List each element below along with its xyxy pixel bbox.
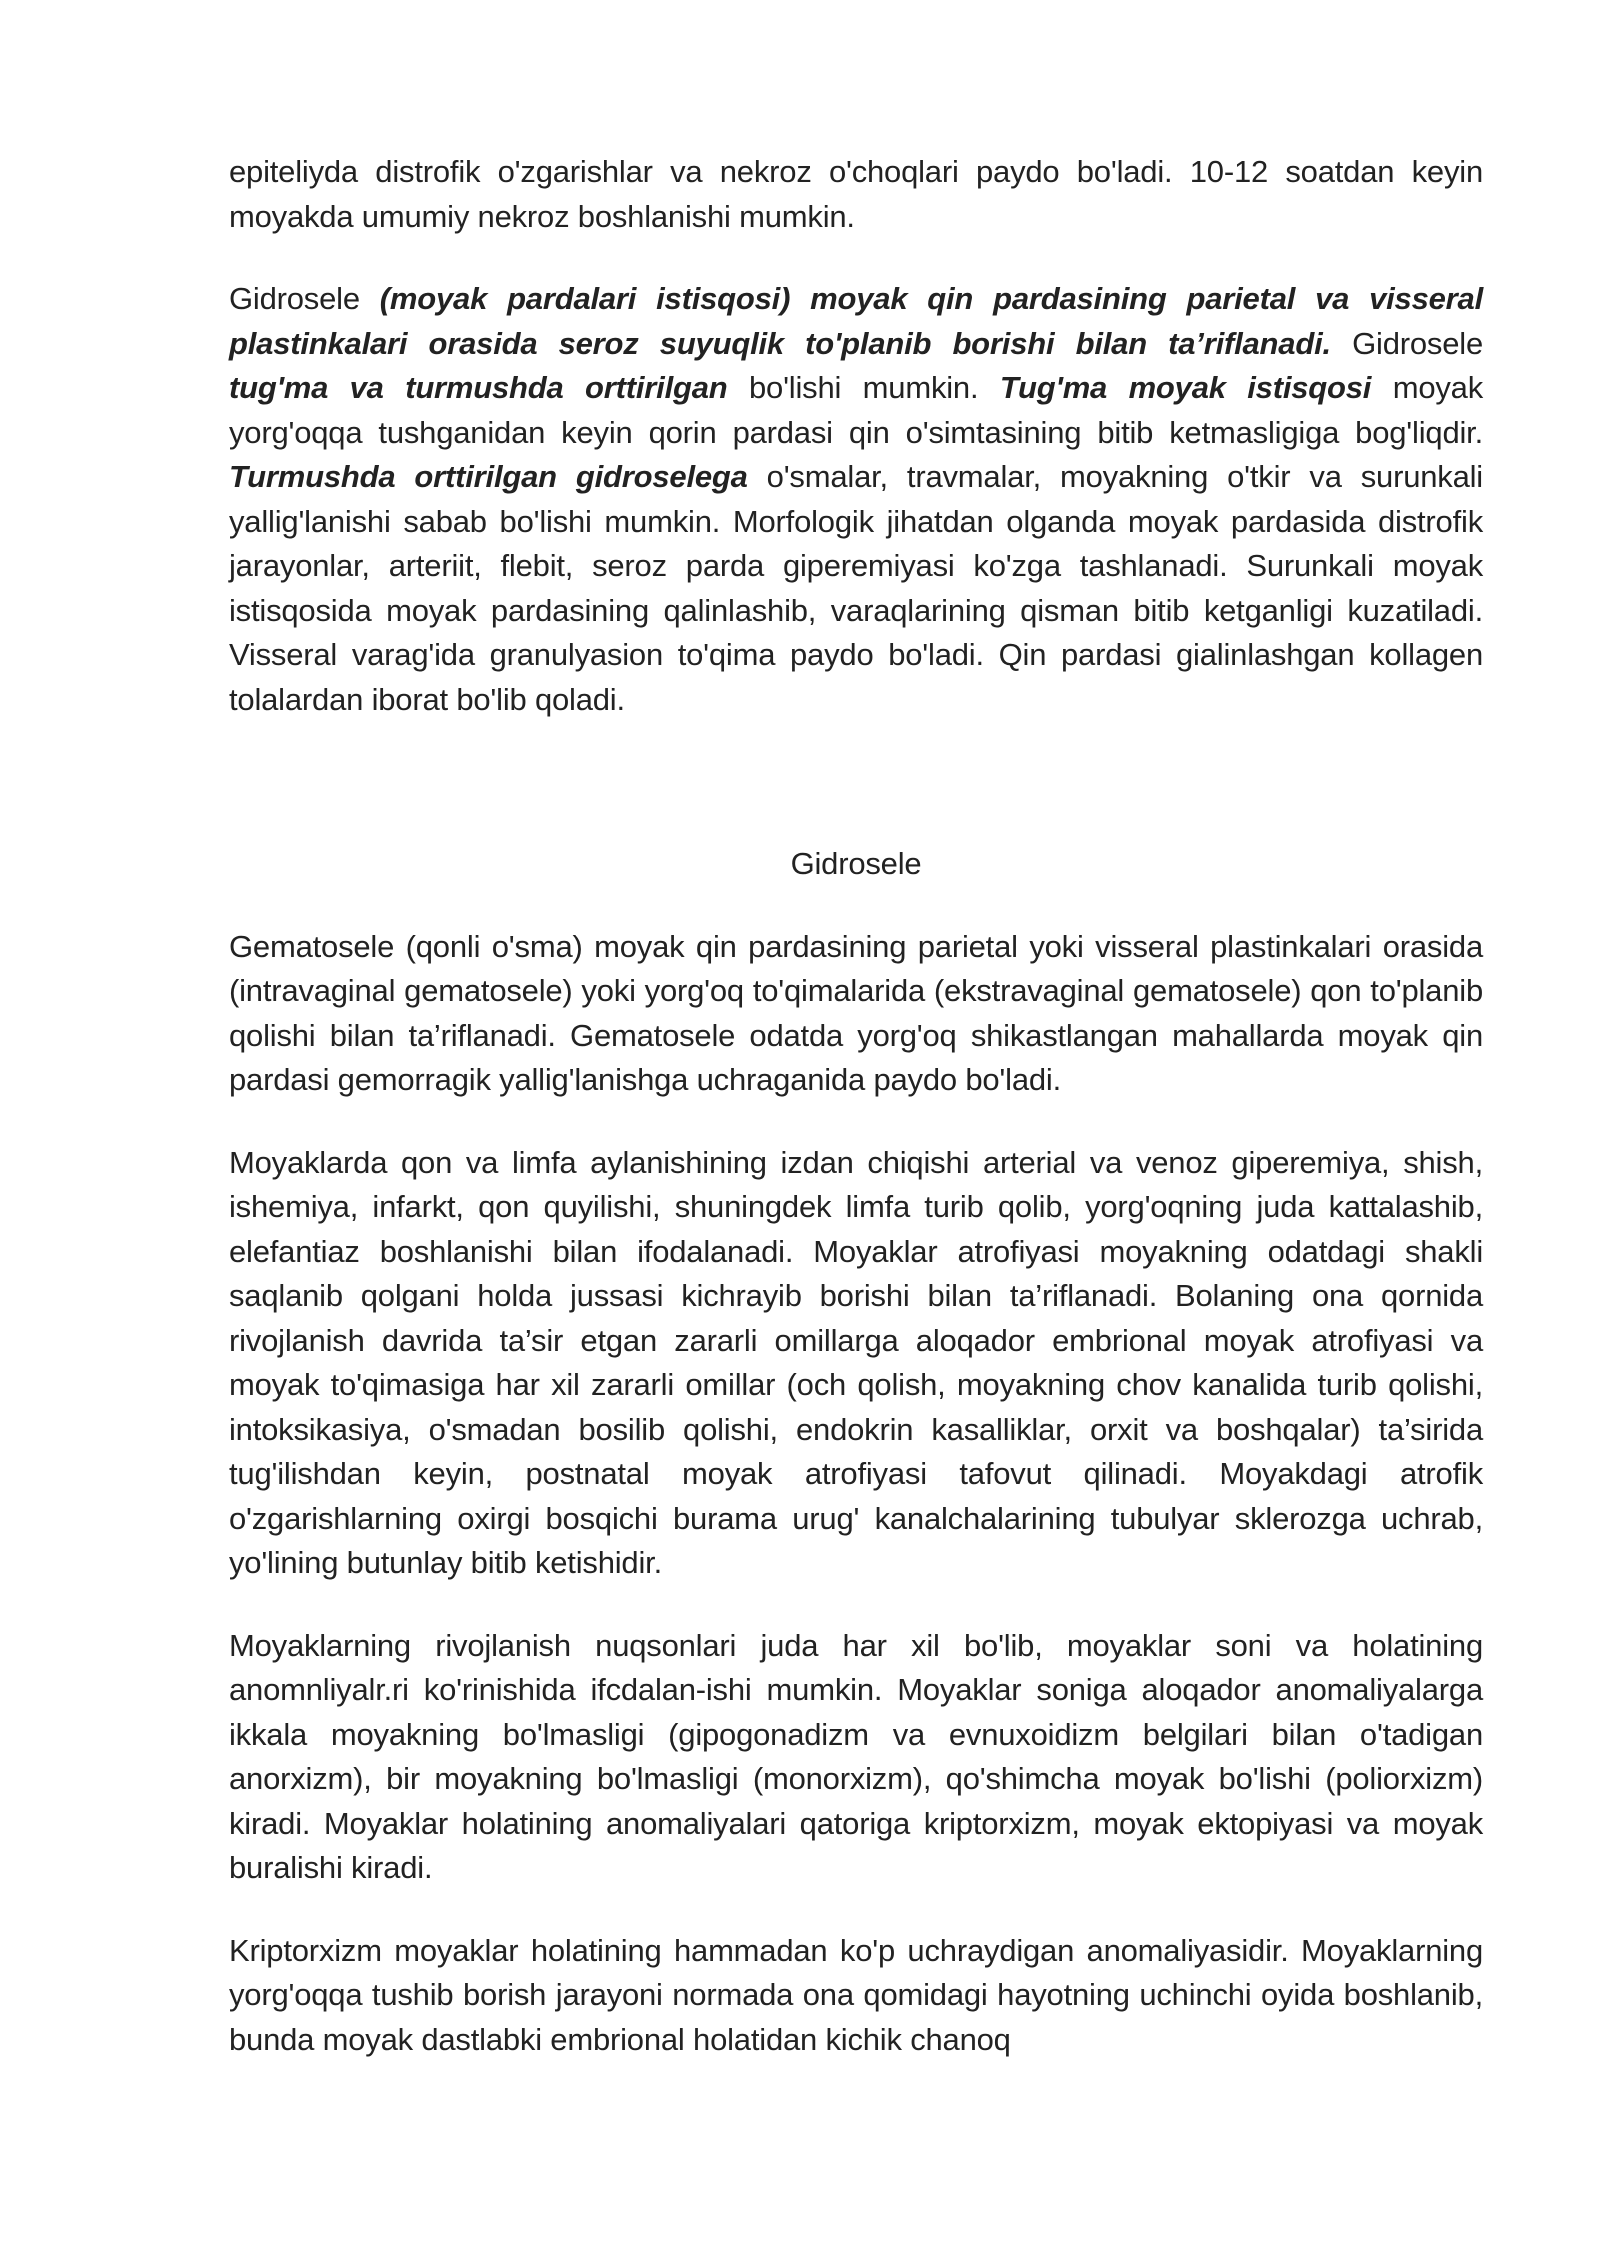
hydrocele-definition: (moyak pardalari istisqosi) moyak qin pardasining parietal va visseral plastinkalari orasida seroz suyuqlik to'planib borishi bilan ta’riflanadi. (229, 281, 1483, 361)
paragraph-hydrocele (229, 277, 1483, 722)
document-page (229, 150, 1483, 2062)
hydrocele-text: Gidrosele (1330, 325, 1483, 361)
paragraph-spacer (229, 1891, 1483, 1929)
congenital-hydrocele-term: Tug'ma moyak istisqosi (999, 370, 1372, 405)
hydrocele-term: Gidrosele (229, 281, 380, 316)
acquired-hydrocele-term: Turmushda orttirilgan gidroselega (229, 459, 748, 494)
paragraph-spacer (229, 887, 1483, 925)
paragraph-spacer (229, 1586, 1483, 1624)
paragraph-cryptorchidism: Kriptorxizm moyaklar holatining hammadan ko'p uchraydigan anomaliyasidir. Moyaklarning yorg'oqqa tushib borish jarayoni normada ona qomidagi hayotning uchinchi oyida boshlanib, bunda moyak dastlabki embrional holatidan kichik chanoq (229, 1932, 1483, 2057)
paragraph-spacer (229, 239, 1483, 277)
paragraph-anomalies: Moyaklarning rivojlanish nuqsonlari juda har xil bo'lib, moyaklar soni va holatining anomnliyalr.ri ko'rinishida ifcdalan-ishi mumkin. Moyaklar soniga aloqador anomaliyalarga ikkala moyakning bo'lmasligi (gipogonadizm va evnuxoidizm belgilari bilan o'tadigan anorxizm), bir moyakning bo'lmasligi (monorxizm), qo'shimcha moyak bo'lishi (poliorxizm) kiradi. Moyaklar holatining anomaliyalari qatoriga kriptorxizm, moyak ektopiyasi va moyak buralishi kiradi. (229, 1627, 1483, 1885)
paragraph-hematocele: Gematosele (qonli o'sma) moyak qin pardasining parietal yoki visseral plastinkalari orasida (intravaginal gematosele) yoki yorg'oq to'qimalarida (ekstravaginal gematosele) qon to'planib qolishi bilan ta’riflanadi. Gematosele odatda yorg'oq shikastlangan mahallarda moyak qin pardasi gemorragik yallig'lanishga uchraganida paydo bo'ladi. (229, 928, 1483, 1097)
hydrocele-text: bo'lishi mumkin. (727, 370, 1000, 405)
paragraph-circulation: Moyaklarda qon va limfa aylanishining izdan chiqishi arterial va venoz giperemiya, shish, ishemiya, infarkt, qon quyilishi, shuningdek limfa turib qolib, yorg'oqning juda kattalashib, elefantiaz boshlanishi bilan ifodalanadi. Moyaklar atrofiyasi moyakning odatdagi shakli saqlanib qolgani holda jussasi kichrayib borishi bilan ta’riflanadi. Bolaning ona qornida rivojlanish davrida ta’sir etgan zararli omillarga aloqador embrional moyak atrofiyasi va moyak to'qimasiga har xil zararli omillar (och qolish, moyakning chov kanalida turib qolishi, intoksikasiya, o'smadan bosilib qolishi, endokrin kasalliklar, orxit va boshqalar) ta’sirida tug'ilishdan keyin, postnatal moyak atrofiyasi tafovut qilinadi. Moyakdagi atrofik o'zgarishlarning oxirgi bosqichi burama urug' kanalchalarining tubulyar sklerozga uchrab, yo'lining butunlay bitib ketishidir. (229, 1144, 1483, 1580)
paragraph-spacer (229, 1103, 1483, 1141)
figure-caption: Gidrosele (790, 846, 922, 881)
hydrocele-text: moyak yorg'oqqa tushganidan keyin qorin pardasi qin o'simtasining bitib ketmasligiga bog'liqdir. (229, 370, 1484, 450)
figure-spacer (229, 722, 1483, 842)
paragraph-necrosis: epiteliyda distrofik o'zgarishlar va nekroz o'choqlari paydo bo'ladi. 10-12 soatdan keyin moyakda umumiy nekroz boshlanishi mumkin. (229, 154, 1483, 234)
hydrocele-types: tug'ma va turmushda orttirilgan (229, 370, 728, 405)
hydrocele-text: o'smalar, travmalar, moyakning o'tkir va surunkali yallig'lanishi sabab bo'lishi mumkin. Morfologik jihatdan olganda moyak pardasida distrofik jarayonlar, arteriit, flebit, seroz parda giperemiyasi ko'zga tashlanadi. Surunkali moyak istisqosida moyak pardasining qalinlashib, varaqlarining qisman bitib ketganligi kuzatiladi. Visseral varag'ida granulyasion to'qima paydo bo'ladi. Qin pardasi gialinlashgan kollagen tolalardan iborat bo'lib qoladi. (229, 459, 1483, 717)
